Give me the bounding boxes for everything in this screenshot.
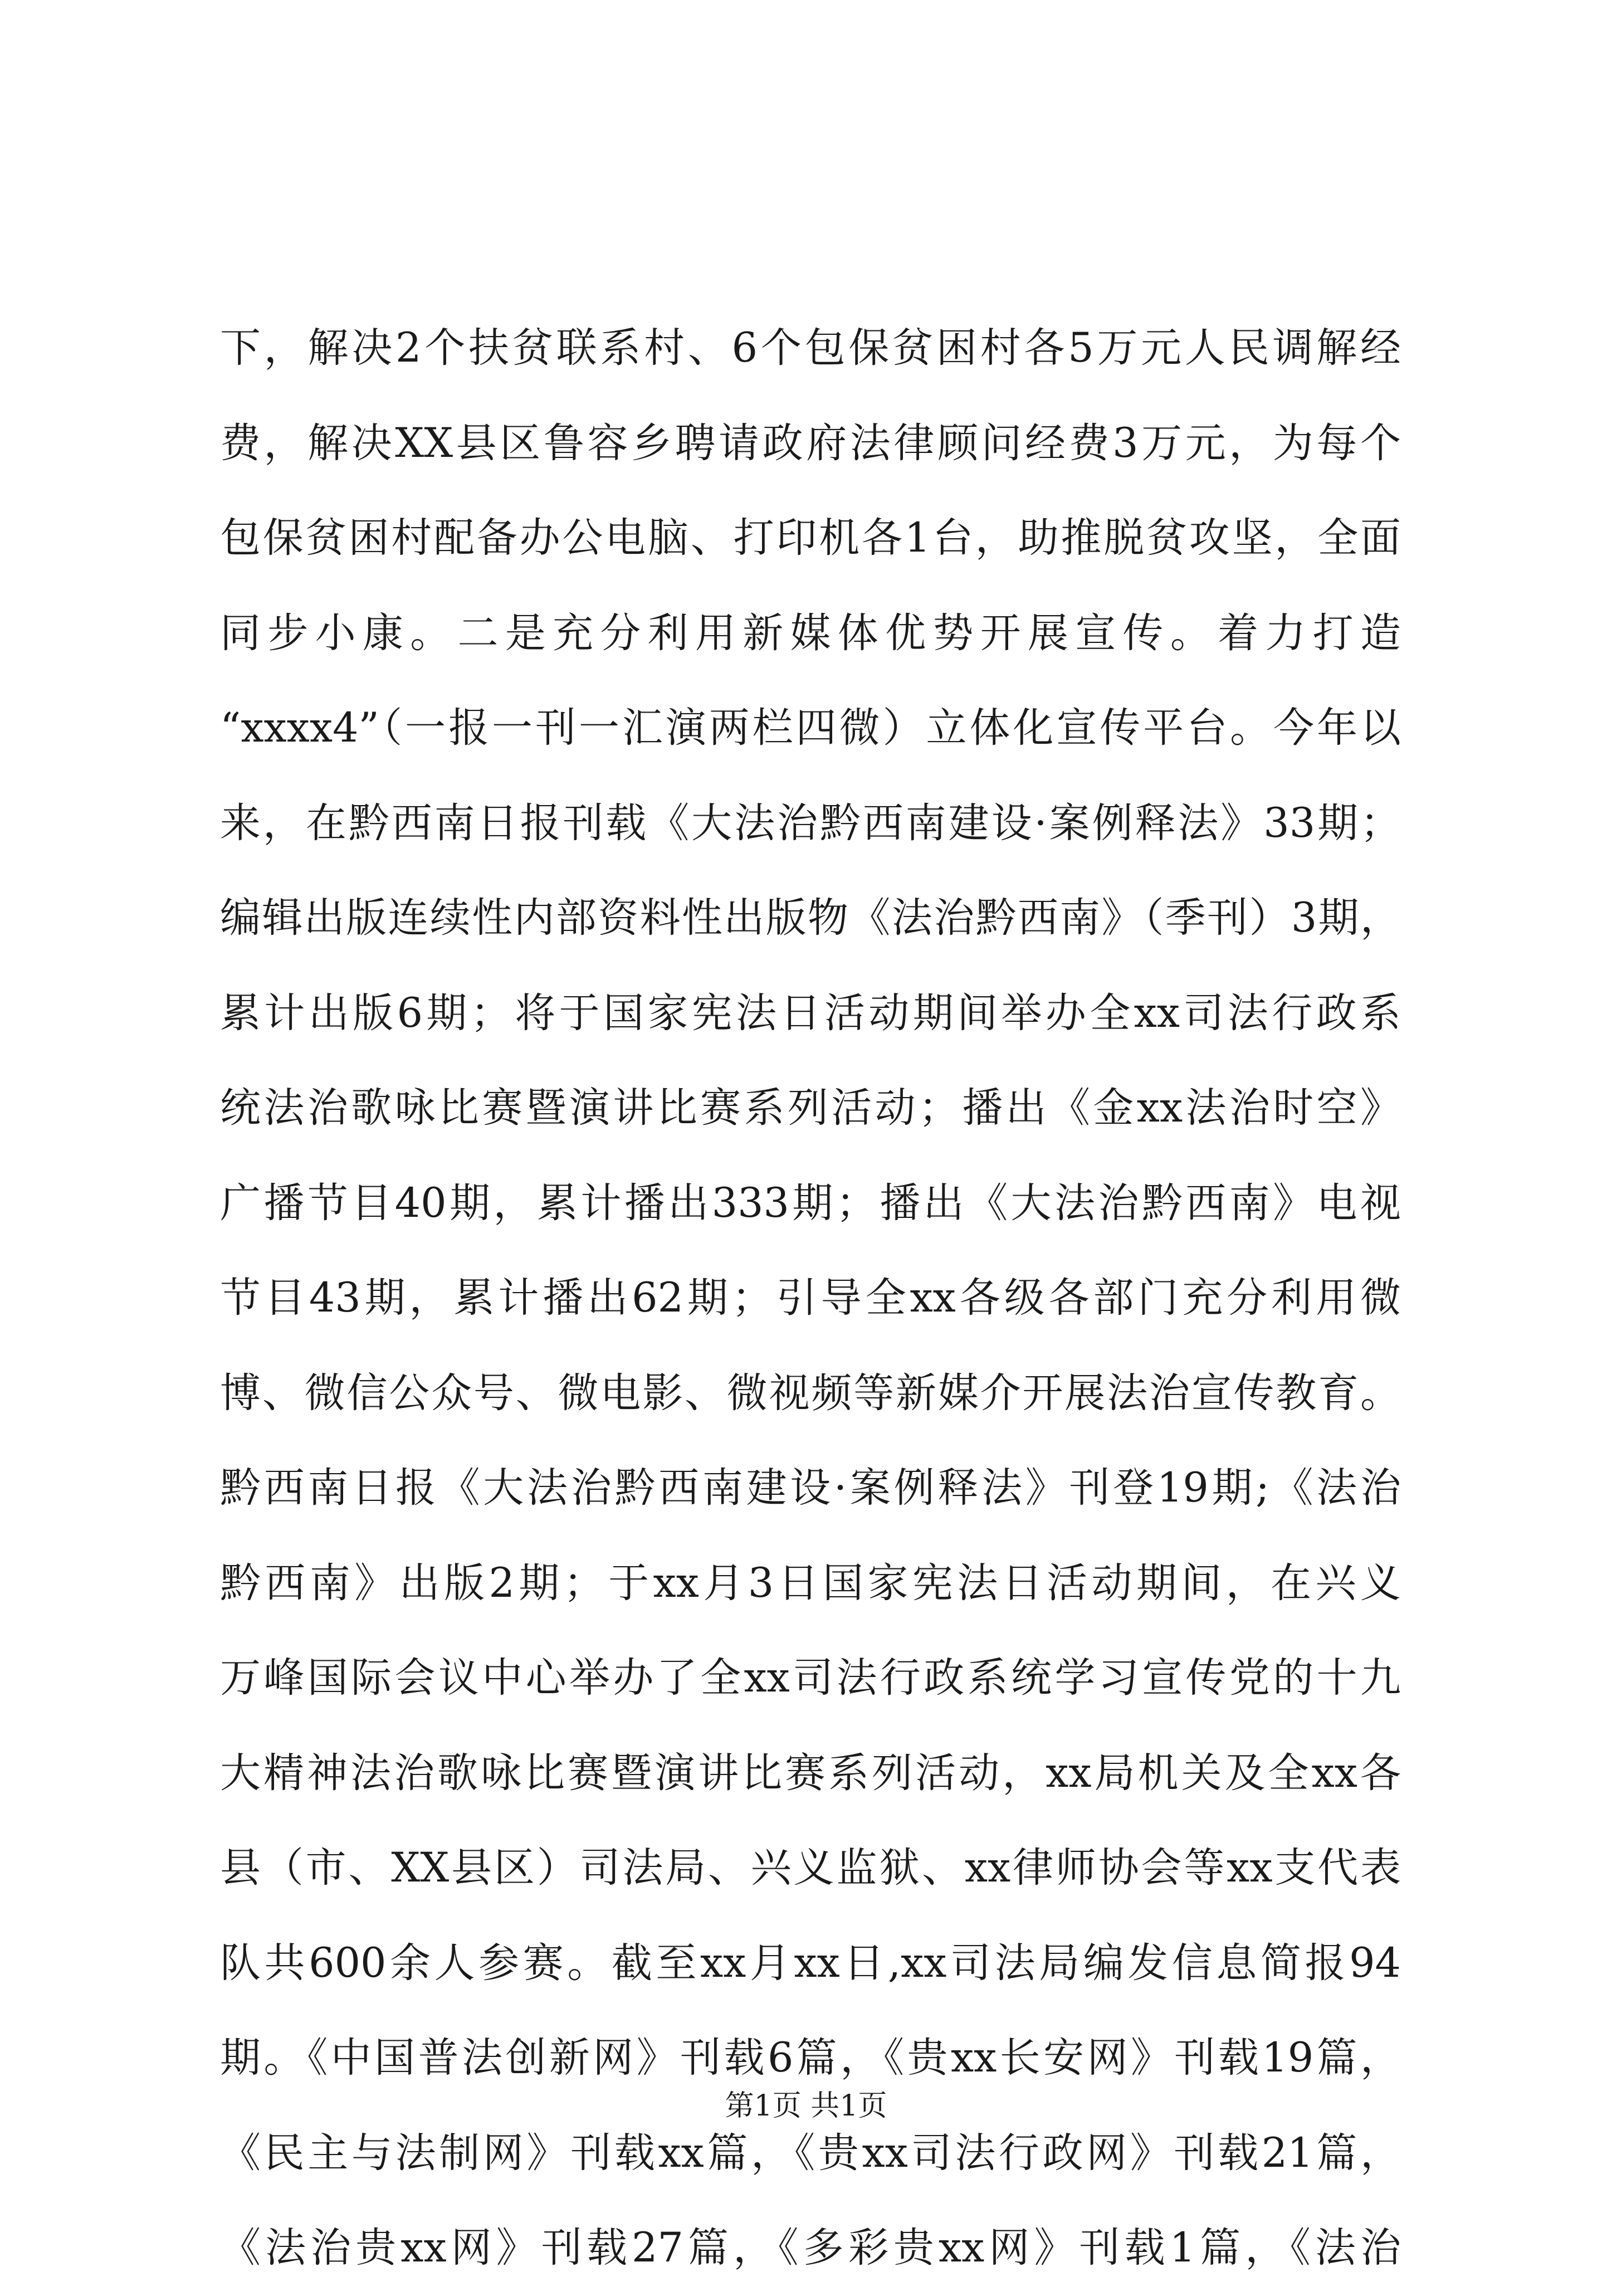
text-line: 黔西南日报《大法治黔西南建设·案例释法》刊登19期;《法治 bbox=[220, 1464, 1401, 1512]
text-line: 统法治歌咏比赛暨演讲比赛系列活动；播出《金xx法治时空》 bbox=[220, 1084, 1401, 1132]
text-line: 大精神法治歌咏比赛暨演讲比赛系列活动，xx局机关及全xx各 bbox=[220, 1749, 1401, 1797]
text-line: 黔西南》出版2期；于xx月3日国家宪法日活动期间，在兴义 bbox=[220, 1559, 1401, 1607]
text-line: 编辑出版连续性内部资料性出版物《法治黔西南》（季刊）3期， bbox=[220, 894, 1401, 942]
text-line: 费，解决XX县区鲁容乡聘请政府法律顾问经费3万元，为每个 bbox=[220, 419, 1401, 467]
text-line: 队共600余人参赛。截至xx月xx日,xx司法局编发信息简报94 bbox=[220, 1939, 1401, 1987]
page-number: 第1页 共1页 bbox=[725, 2089, 887, 2123]
page-footer bbox=[0, 2087, 1612, 2126]
text-line: 广播节目40期，累计播出333期；播出《大法治黔西南》电视 bbox=[220, 1179, 1401, 1227]
text-line: 万峰国际会议中心举办了全xx司法行政系统学习宣传党的十九 bbox=[220, 1654, 1401, 1702]
body-text bbox=[220, 301, 1401, 2296]
text-line: 包保贫困村配备办公电脑、打印机各1台，助推脱贫攻坚，全面 bbox=[220, 514, 1401, 562]
text-line: 同步小康。二是充分利用新媒体优势开展宣传。着力打造 bbox=[220, 609, 1401, 657]
text-line: 节目43期，累计播出62期；引导全xx各级各部门充分利用微 bbox=[220, 1274, 1401, 1322]
text-line: 县（市、XX县区）司法局、兴义监狱、xx律师协会等xx支代表 bbox=[220, 1844, 1401, 1892]
text-line: 《法治贵xx网》刊载27篇，《多彩贵xx网》刊载1篇，《法治 bbox=[220, 2224, 1401, 2271]
text-line: 博、微信公众号、微电影、微视频等新媒介开展法治宣传教育。 bbox=[220, 1369, 1401, 1417]
text-line: 期。《中国普法创新网》刊载6篇，《贵xx长安网》刊载19篇， bbox=[220, 2034, 1401, 2081]
text-line: 《民主与法制网》刊载xx篇，《贵xx司法行政网》刊载21篇， bbox=[220, 2129, 1401, 2177]
text-line: “xxxx4”（一报一刊一汇演两栏四微）立体化宣传平台。今年以 bbox=[220, 704, 1401, 752]
text-line: 来，在黔西南日报刊载《大法治黔西南建设·案例释法》33期； bbox=[220, 799, 1401, 847]
text-line: 累计出版6期；将于国家宪法日活动期间举办全xx司法行政系 bbox=[220, 989, 1401, 1037]
text-line: 下，解决2个扶贫联系村、6个包保贫困村各5万元人民调解经 bbox=[220, 324, 1401, 372]
